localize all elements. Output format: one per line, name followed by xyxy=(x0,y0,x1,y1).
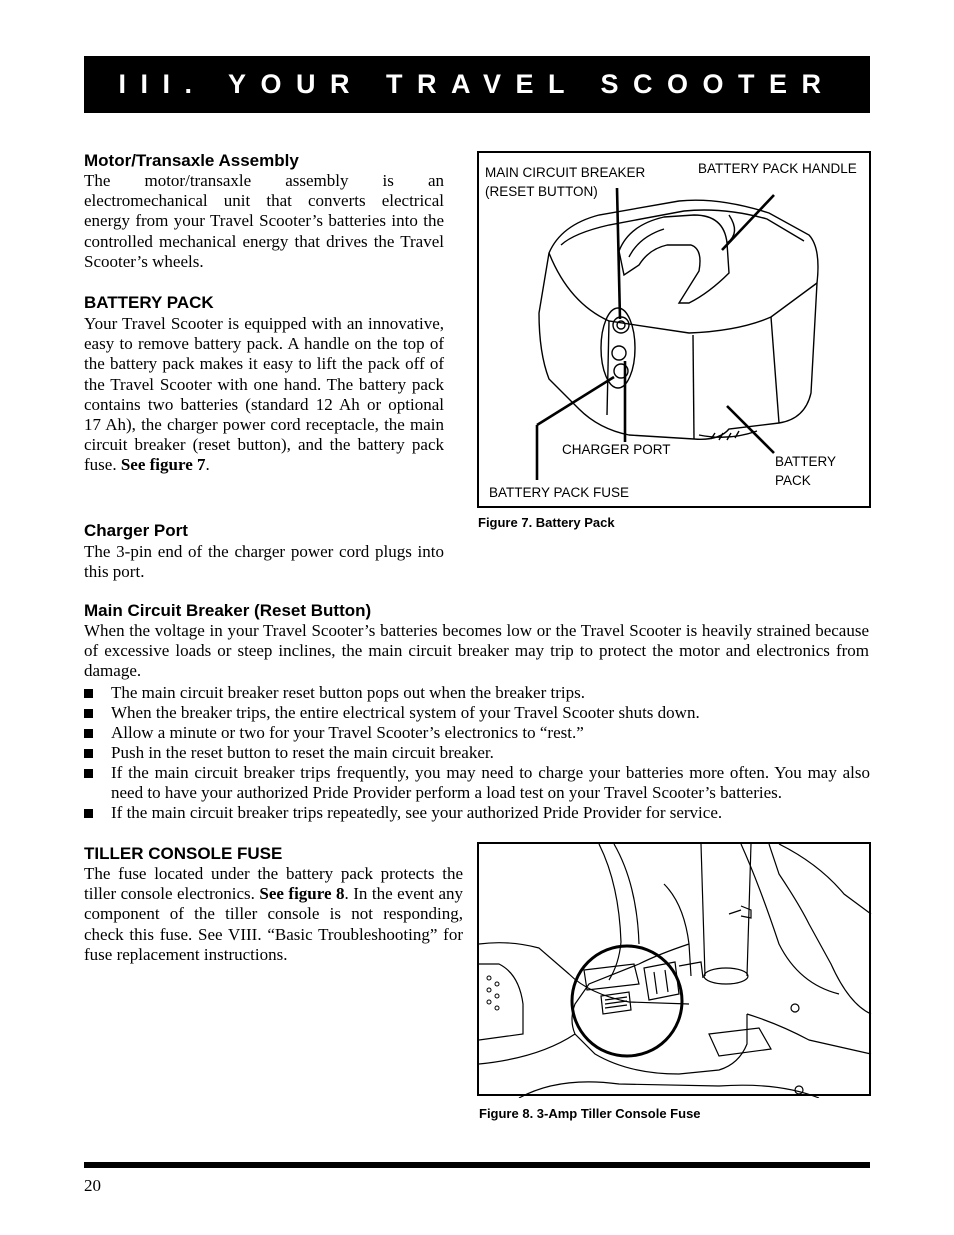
motor-heading: Motor/Transaxle Assembly xyxy=(84,151,299,170)
tiller-figure-ref: See figure 8 xyxy=(259,884,345,904)
bullet-item: The main circuit breaker reset button pops out when the breaker trips. xyxy=(84,683,870,703)
figure-8-caption: Figure 8. 3-Amp Tiller Console Fuse xyxy=(479,1106,701,1121)
tiller-body: The fuse located under the battery pack protects the tiller console electronics. See figure 8. In the event any component of the tiller console is not responding, check this fuse. See VIII. “Basic Troubleshooting” for fuse replacement instructions. xyxy=(84,864,463,964)
bullet-square-icon xyxy=(84,809,93,818)
battery-figure-ref: See figure 7 xyxy=(120,455,206,475)
fuse-leader-line-diagonal xyxy=(537,377,614,425)
charger-heading: Charger Port xyxy=(84,521,188,540)
breaker-body: When the voltage in your Travel Scooter’s batteries becomes low or the Travel Scooter is heavily strained because of excessive loads or steep inclines, the main circuit breaker may trip to protect the motor and electronics from damage. xyxy=(84,621,869,681)
label-reset-button: (RESET BUTTON) xyxy=(485,184,598,199)
footer-rule xyxy=(84,1162,870,1168)
figure-8-tiller-console-fuse xyxy=(477,842,871,1096)
bullet-item: If the main circuit breaker trips frequently, you may need to charge your batteries more often. You may also need to have your authorized Pride Provider perform a load test on your Travel Scooter’s batteries. xyxy=(84,763,870,803)
bullet-item: When the breaker trips, the entire electrical system of your Travel Scooter shuts down. xyxy=(84,703,870,723)
label-charger-port: CHARGER PORT xyxy=(562,442,671,457)
tiller-fuse-illustration xyxy=(479,844,873,1098)
figure-7-caption: Figure 7. Battery Pack xyxy=(478,515,615,530)
section-title-banner: III. YOUR TRAVEL SCOOTER xyxy=(84,56,870,113)
label-battery-pack-fuse: BATTERY PACK FUSE xyxy=(489,485,630,500)
bullet-item: Push in the reset button to reset the main circuit breaker. xyxy=(84,743,870,763)
breaker-heading: Main Circuit Breaker (Reset Button) xyxy=(84,601,372,620)
figure-7-battery-pack xyxy=(477,151,871,508)
label-battery-pack-handle: BATTERY PACK HANDLE xyxy=(698,161,857,176)
page-number: 20 xyxy=(84,1176,101,1195)
bullet-square-icon xyxy=(84,769,93,778)
label-pack: PACK xyxy=(775,473,811,488)
label-main-circuit-breaker: MAIN CIRCUIT BREAKER xyxy=(485,165,646,180)
label-battery: BATTERY xyxy=(775,454,837,469)
bullet-square-icon xyxy=(84,689,93,698)
battery-heading: BATTERY PACK xyxy=(84,293,214,312)
bullet-square-icon xyxy=(84,709,93,718)
pack-leader-line xyxy=(727,406,774,453)
motor-body: The motor/transaxle assembly is an electromechanical unit that converts electrical energy from your Travel Scooter’s batteries into the controlled mechanical energy that drives the Travel Scooter’s wheels. xyxy=(84,171,444,271)
bullet-square-icon xyxy=(84,749,93,758)
battery-body-text: Your Travel Scooter is equipped with an innovative, easy to remove battery pack. A handle on the top of the battery pack makes it easy to lift the pack off of the Travel Scooter with one hand. The battery pack contains two batteries (standard 12 Ah or optional 17 Ah), the charger power cord receptacle, the main circuit breaker (reset button), and the battery pack fuse. xyxy=(84,314,444,475)
battery-body: Your Travel Scooter is equipped with an innovative, easy to remove battery pack. A handle on the top of the battery pack makes it easy to lift the pack off of the Travel Scooter with one hand. The battery pack contains two batteries (standard 12 Ah or optional 17 Ah), the charger power cord receptacle, the main circuit breaker (reset button), and the battery pack fuse. See figure 7. xyxy=(84,314,444,475)
bullet-square-icon xyxy=(84,729,93,738)
bullet-item: If the main circuit breaker trips repeatedly, see your authorized Pride Provider for service. xyxy=(84,803,870,823)
breaker-bullet-list xyxy=(84,683,870,823)
tiller-heading: TILLER CONSOLE FUSE xyxy=(84,844,283,863)
breaker-leader-line xyxy=(617,188,620,319)
bullet-item: Allow a minute or two for your Travel Scooter’s electronics to “rest.” xyxy=(84,723,870,743)
charger-body: The 3-pin end of the charger power cord plugs into this port. xyxy=(84,542,444,582)
